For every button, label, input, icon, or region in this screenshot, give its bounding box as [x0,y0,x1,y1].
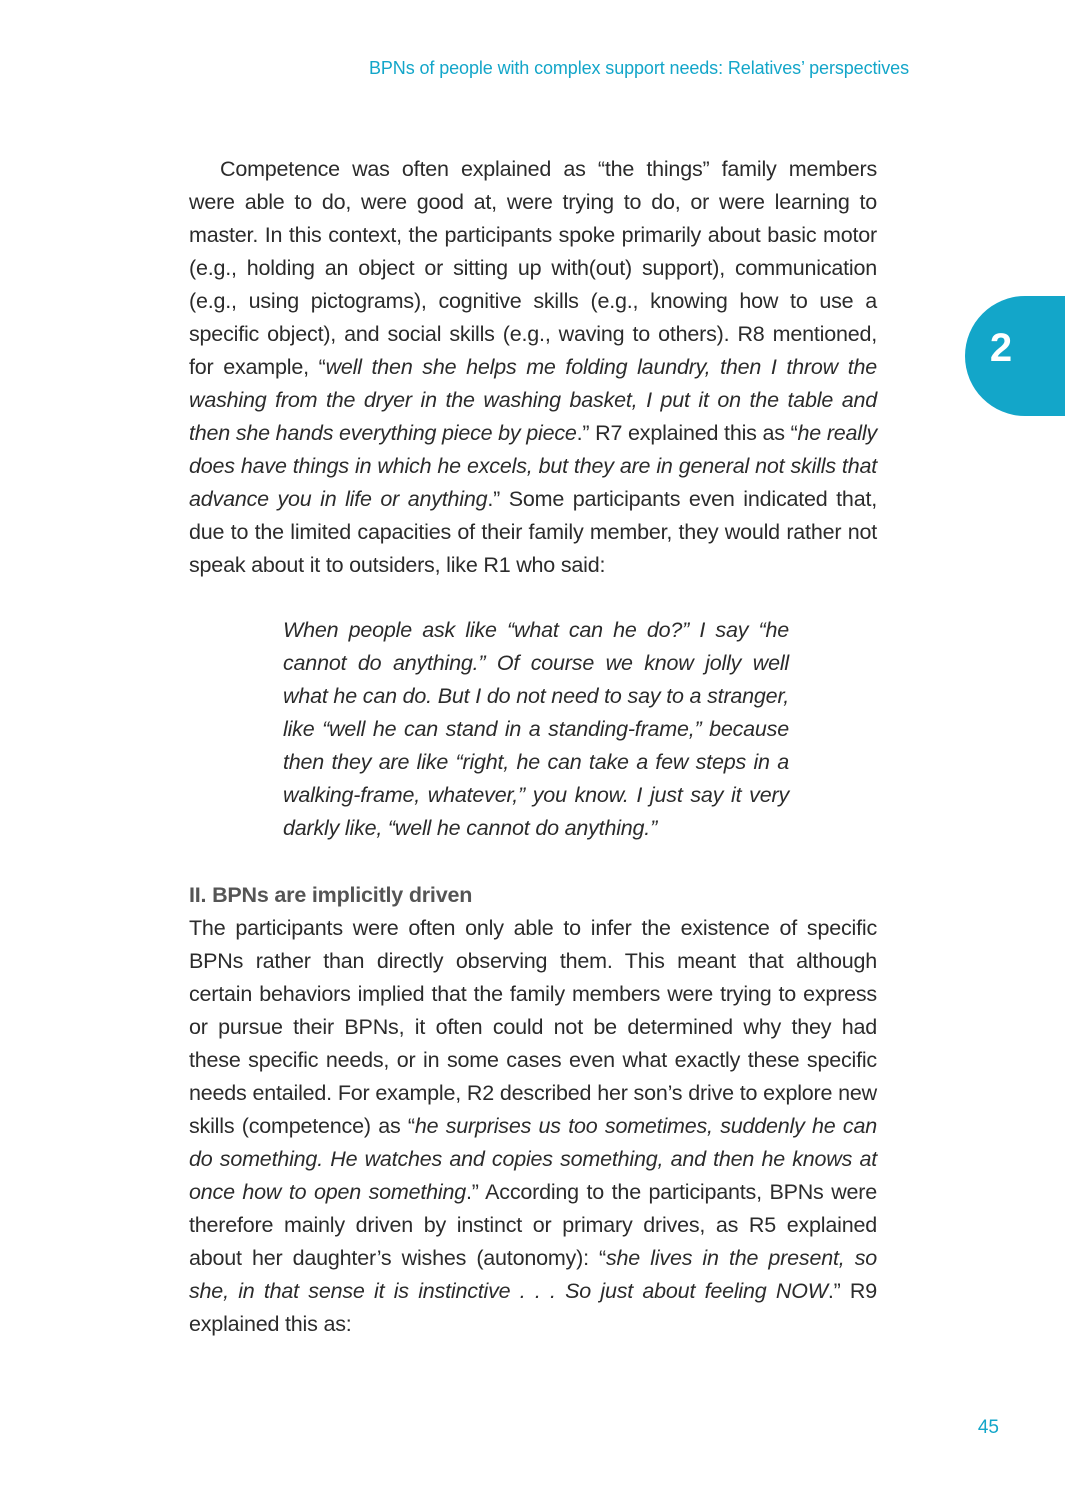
quote-r2: he surprises us too sometimes, suddenly he can do something. He watches and copies something, and then he knows at once how to open something [189,1114,877,1204]
paragraph-text: .” According to the participants, BPNs were therefore mainly driven by instinct or primary drives, as R5 explained about her daughter’s wishes (autonomy): “ [189,1180,878,1270]
quote-r5: she lives in the present, so she, in that sense it is instinctive . . . So just about feeling NOW [189,1246,877,1303]
block-quote-r1: When people ask like “what can he do?” I say “he cannot do anything.” Of course we know jolly well what he can do. But I do not need to say to a stranger, like “well he can stand in a standing-frame,” because then they are like “right, he can take a few steps in a walking-frame, whatever,” you know. I just say it very darkly like, “well he cannot do anything.” [283,618,789,840]
paragraph-text: Competence was often explained as “the things” family members were able to do, were good at, were trying to do, or were learning to master. In this context, the participants spoke primarily about basic motor (e.g., holding an object or sitting up with(out) support), communication (e.g., using pictograms), cognitive skills (e.g., knowing how to use a specific object), and social skills (e.g., waving to others). R8 mentioned, for example, “ [189,157,877,379]
body-paragraph-competence [189,153,877,582]
running-header: BPNs of people with complex support needs: Relatives’ perspectives [368,58,909,78]
section-heading: II. BPNs are implicitly driven [189,883,473,907]
page-number: 45 [977,1417,999,1438]
paragraph-text: .” Some participants even indicated that, due to the limited capacities of their family member, they would rather not speak about it to outsiders, like R1 who said: [189,487,877,577]
body-paragraph-implicit [189,912,877,1341]
paragraph-text: .” R7 explained this as “ [576,421,798,445]
quote-r8: well then she helps me folding laundry, then I throw the washing from the dryer in the washing basket, I put it on the table and then she hands everything piece by piece [189,355,877,445]
chapter-tab [965,296,1065,416]
chapter-number: 2 [989,326,1013,370]
paragraph-text: .” R9 explained this as: [189,1279,877,1336]
paragraph-text: The participants were often only able to infer the existence of specific BPNs rather than directly observing them. This meant that although certain behaviors implied that the family members were trying to express or pursue their BPNs, it often could not be determined why they had these specific needs, or in some cases even what exactly these specific needs entailed. For example, R2 described her son’s drive to explore new skills (competence) as “ [189,916,877,1138]
quote-r7: he really does have things in which he excels, but they are in general not skills that advance you in life or anything [189,421,877,511]
page-content [189,153,877,1341]
